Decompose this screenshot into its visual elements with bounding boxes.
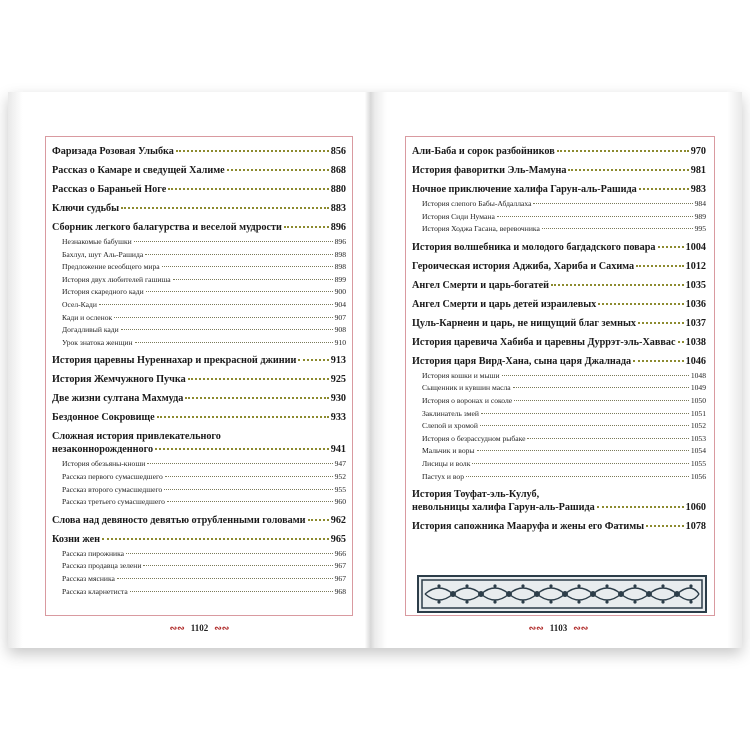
dot-leader: [135, 342, 333, 343]
toc-entry-title: Бездонное Сокровище: [52, 412, 155, 424]
dot-leader: [102, 538, 329, 540]
toc-subentry: [52, 496, 346, 509]
toc-page-number: 898: [334, 262, 346, 272]
toc-page-number: 1046: [685, 355, 706, 367]
page-number: 1103: [549, 623, 568, 633]
toc-subentry: [52, 458, 346, 471]
dot-leader: [568, 169, 688, 171]
toc-subentry: [412, 420, 706, 433]
dot-leader: [146, 291, 333, 292]
toc-page-number: 1055: [690, 458, 706, 468]
right-page-footer: [375, 623, 750, 634]
toc-entry-title: Рассказ пирожника: [62, 548, 125, 558]
toc-page-number: 968: [334, 586, 346, 596]
dot-leader: [164, 489, 332, 490]
toc-entry-title: Ночное приключение халифа Гарун-аль-Рашида: [412, 184, 637, 195]
toc-page-number: 984: [694, 199, 706, 208]
toc-subentry: [52, 236, 346, 249]
dot-leader: [155, 448, 329, 450]
toc-entry-title: История царевича Хабиба и царевны Дуррэт-эль-Хаввас: [412, 336, 676, 348]
toc-page-number: 1056: [690, 471, 706, 481]
toc-entry-title: Рассказ о Камаре и сведущей Халиме: [52, 165, 225, 176]
toc-entry-title: Сыщенник и кувшин масла: [422, 383, 511, 393]
toc-entry-title: История Жемчужного Пучка: [52, 374, 186, 386]
dot-leader: [134, 241, 333, 242]
toc-subentry: [52, 471, 346, 484]
dot-leader: [466, 476, 689, 477]
toc-entry-title-line2: невольницы халифа Гарун-аль-Рашида: [412, 502, 595, 514]
toc-entry: [412, 145, 706, 158]
toc-entry: [52, 430, 346, 456]
toc-entry: [52, 411, 346, 424]
toc-page-number: 955: [334, 484, 346, 494]
toc-page-number: 952: [334, 471, 346, 481]
dot-leader: [145, 254, 332, 255]
dot-leader: [633, 360, 684, 362]
toc-entry-title: Али-Баба и сорок разбойников: [412, 146, 555, 157]
toc-subentry: [52, 249, 346, 262]
toc-page-number: 925: [330, 374, 346, 386]
toc-page-number: 1051: [690, 408, 706, 418]
dot-leader: [513, 387, 689, 388]
dot-leader: [173, 279, 333, 280]
toc-page-number: 1048: [690, 370, 706, 380]
toc-entry: [52, 514, 346, 527]
toc-entry-title: История о воронах и соколе: [422, 395, 513, 405]
toc-subentry: [52, 573, 346, 586]
toc-subentry: [52, 274, 346, 287]
toc-entry: [412, 298, 706, 311]
dot-leader: [165, 476, 333, 477]
toc-subentry: [412, 370, 706, 383]
toc-entry-title: Слова над девяносто девятью отрубленными головами: [52, 514, 306, 526]
toc-entry-title: Рассказ о Бараньей Ноге: [52, 184, 167, 195]
ornament-icon: ∾∾: [528, 623, 544, 633]
toc-entry: [52, 221, 346, 234]
dot-leader: [551, 284, 684, 286]
toc-entry-title: Героическая история Аджиба, Хариба и Сахима: [412, 260, 635, 272]
dot-leader: [99, 304, 333, 305]
toc-page-number: 868: [330, 165, 346, 176]
toc-entry-title: Рассказ продавца зелени: [62, 561, 142, 571]
dot-leader: [176, 150, 329, 152]
toc-entry: [52, 373, 346, 386]
toc-entry: [412, 279, 706, 292]
toc-page-number: 1036: [685, 298, 706, 310]
dot-leader: [167, 501, 333, 502]
toc-page-number: 1053: [690, 433, 706, 443]
dot-leader: [121, 207, 329, 209]
toc-entry-title: Урок знатока женщин: [62, 337, 133, 347]
toc-entry-title: История кошки и мыши: [422, 370, 500, 380]
dot-leader: [638, 322, 684, 324]
toc-subentry: [412, 382, 706, 395]
dot-leader: [298, 359, 328, 361]
dot-leader: [130, 591, 333, 592]
toc-entry-title: Кади и осленок: [62, 312, 113, 322]
dot-leader: [514, 400, 689, 401]
dot-leader: [639, 188, 689, 190]
toc-entry: [412, 520, 706, 533]
toc-entry-title: Козни жен: [52, 533, 100, 545]
toc-page-number: 1078: [685, 521, 706, 533]
toc-subentry: [52, 586, 346, 599]
toc-entry-title-line1: Сложная история привлекательного: [52, 431, 221, 443]
toc-page-number: 1038: [685, 336, 706, 348]
dot-leader: [533, 203, 692, 204]
ornament-icon: ∾∾: [573, 623, 589, 633]
toc-subentry: [52, 560, 346, 573]
toc-subentry: [52, 484, 346, 497]
toc-entry-title: Ангел Смерти и царь детей израилевых: [412, 298, 597, 310]
toc-entry: [52, 183, 346, 196]
dot-leader: [678, 341, 684, 343]
toc-subentry: [52, 324, 346, 337]
toc-page-number: 989: [694, 211, 706, 221]
toc-entry-title: Пастух и вор: [422, 471, 465, 481]
toc-entry: [412, 317, 706, 330]
toc-entry-title-line1: История Тоуфат-эль-Кулуб,: [412, 489, 540, 501]
page-number: 1102: [190, 623, 209, 633]
toc-entry-title: Лисицы и волк: [422, 458, 471, 468]
dot-leader: [185, 397, 328, 399]
toc-page-number: 1004: [685, 241, 706, 253]
toc-entry-title: Рассказ первого сумасшедшего: [62, 471, 163, 481]
toc-page-number: 933: [330, 412, 346, 424]
dot-leader: [121, 329, 333, 330]
toc-page-number: 1060: [685, 502, 706, 514]
toc-entry: [412, 164, 706, 177]
dot-leader: [481, 413, 689, 414]
ornamental-banner-icon: [417, 575, 707, 613]
dot-leader: [598, 303, 683, 305]
toc-subentry: [412, 395, 706, 408]
open-book: [8, 92, 742, 648]
toc-page-number: 880: [330, 184, 346, 195]
toc-entry-title: История царевны Нуреннахар и прекрасной джинии: [52, 355, 297, 367]
toc-subentry: [52, 286, 346, 299]
left-page: [8, 92, 375, 648]
left-page-footer: [8, 623, 383, 634]
toc-entry: [52, 145, 346, 158]
toc-entry: [52, 164, 346, 177]
toc-entry-title-line2: незаконнорожденного: [52, 444, 154, 456]
toc-page-number: 967: [334, 561, 346, 571]
toc-page-number: 900: [334, 287, 346, 297]
toc-page-number: 966: [334, 548, 346, 558]
toc-entry-title: Ангел Смерти и царь-богатей: [412, 279, 550, 291]
toc-entry-title: Рассказ кларнетиста: [62, 586, 128, 596]
toc-subentry: [412, 471, 706, 484]
toc-page-number: 907: [334, 312, 346, 322]
toc-page-number: 981: [690, 165, 706, 176]
dot-leader: [502, 375, 689, 376]
toc-entry-title: Рассказ третьего сумасшедшего: [62, 497, 165, 507]
dot-leader: [147, 463, 332, 464]
toc-entry-title: Цуль-Карнеин и царь, не нищущий благ земных: [412, 317, 637, 329]
toc-page-number: 856: [330, 146, 346, 157]
dot-leader: [480, 425, 689, 426]
toc-entry-title: Бахлул, шут Аль-Рашида: [62, 249, 144, 259]
toc-page-number: 910: [334, 337, 346, 347]
ornament-icon: ∾∾: [169, 623, 185, 633]
toc-entry-title: История фаворитки Эль-Мамуна: [412, 165, 567, 176]
toc-entry-title: История сапожника Мааруфа и жены его Фатимы: [412, 521, 645, 533]
dot-leader: [646, 525, 684, 527]
toc-page-number: 1012: [685, 260, 706, 272]
toc-entry: [52, 392, 346, 405]
toc-subentry: [412, 458, 706, 471]
toc-entry-title: Ключи судьбы: [52, 203, 120, 214]
toc-page-number: 1049: [690, 383, 706, 393]
toc-subentry: [412, 211, 706, 224]
toc-entry-title: История Сиди Нумана: [422, 211, 495, 221]
toc-entry-title: Рассказ второго сумасшедшего: [62, 484, 163, 494]
left-table-of-contents: [52, 145, 346, 598]
toc-entry-title: История двух любителей гашиша: [62, 274, 171, 284]
toc-page-number: 913: [330, 355, 346, 367]
toc-entry-title: Осел-Кади: [62, 299, 97, 309]
toc-subentry: [52, 261, 346, 274]
right-page: [375, 92, 742, 648]
toc-page-number: 967: [334, 573, 346, 583]
toc-entry-title: Предложение всеобщего мира: [62, 262, 160, 272]
toc-subentry: [52, 299, 346, 312]
dot-leader: [472, 463, 688, 464]
toc-entry-title: История царя Вирд-Хана, сына царя Джалнада: [412, 355, 632, 367]
toc-entry: [412, 355, 706, 368]
toc-entry-title: Заклинатель змей: [422, 408, 479, 418]
toc-entry-title: Слепой и хромой: [422, 421, 478, 431]
toc-entry: [412, 336, 706, 349]
toc-page-number: 995: [694, 224, 706, 234]
toc-page-number: 960: [334, 497, 346, 507]
dot-leader: [117, 578, 333, 579]
toc-page-number: 904: [334, 299, 346, 309]
dot-leader: [542, 228, 693, 229]
toc-page-number: 983: [690, 184, 706, 195]
toc-page-number: 1052: [690, 421, 706, 431]
dot-leader: [497, 216, 693, 217]
toc-page-number: 899: [334, 274, 346, 284]
toc-subentry: [412, 408, 706, 421]
dot-leader: [477, 450, 689, 451]
toc-entry: [412, 183, 706, 196]
toc-entry-title: Мальчик и воры: [422, 446, 475, 456]
dot-leader: [143, 565, 332, 566]
toc-subentry: [412, 445, 706, 458]
dot-leader: [114, 317, 332, 318]
dot-leader: [284, 226, 329, 228]
toc-entry-title: История скаредного кади: [62, 287, 144, 297]
toc-entry-title: Сборник легкого балагурства и веселой мудрости: [52, 222, 282, 233]
dot-leader: [636, 265, 683, 267]
toc-page-number: 896: [334, 237, 346, 246]
toc-page-number: 941: [330, 444, 346, 456]
toc-entry-title: Незнакомые бабушки: [62, 237, 132, 246]
dot-leader: [557, 150, 689, 152]
dot-leader: [162, 266, 333, 267]
toc-entry-title: Фаризада Розовая Улыбка: [52, 146, 174, 157]
dot-leader: [168, 188, 328, 190]
toc-page-number: 947: [334, 459, 346, 469]
toc-entry-title: История Ходжа Гасана, веревочника: [422, 224, 540, 234]
toc-entry-title: Две жизни султана Махмуда: [52, 393, 184, 405]
toc-entry: [52, 202, 346, 215]
toc-subentry: [412, 223, 706, 236]
toc-entry-title: Догадливый кади: [62, 325, 119, 335]
toc-page-number: 1054: [690, 446, 706, 456]
dot-leader: [527, 438, 688, 439]
toc-page-number: 962: [330, 514, 346, 526]
toc-entry: [412, 241, 706, 254]
toc-page-number: 896: [330, 222, 346, 233]
toc-page-number: 1035: [685, 279, 706, 291]
dot-leader: [188, 378, 329, 380]
toc-subentry: [52, 548, 346, 561]
dot-leader: [658, 246, 684, 248]
toc-entry: [412, 260, 706, 273]
toc-subentry: [412, 198, 706, 211]
toc-entry-title: История волшебника и молодого багдадского повара: [412, 241, 656, 253]
toc-entry: [52, 354, 346, 367]
toc-page-number: 965: [330, 533, 346, 545]
toc-page-number: 883: [330, 203, 346, 214]
toc-page-number: 970: [690, 146, 706, 157]
toc-page-number: 1050: [690, 395, 706, 405]
dot-leader: [126, 553, 333, 554]
toc-subentry: [52, 337, 346, 350]
toc-entry: [412, 488, 706, 514]
toc-entry-title: История о безрассудном рыбаке: [422, 433, 526, 443]
toc-page-number: 930: [330, 393, 346, 405]
right-table-of-contents: [412, 145, 706, 535]
toc-page-number: 898: [334, 249, 346, 259]
toc-entry-title: История слепого Бабы-Абдаллаха: [422, 199, 532, 208]
dot-leader: [597, 506, 684, 508]
dot-leader: [308, 519, 329, 521]
toc-subentry: [52, 312, 346, 325]
toc-page-number: 908: [334, 325, 346, 335]
toc-page-number: 1037: [685, 317, 706, 329]
ornament-icon: ∾∾: [214, 623, 230, 633]
dot-leader: [227, 169, 329, 171]
dot-leader: [157, 416, 329, 418]
toc-subentry: [412, 433, 706, 446]
toc-entry: [52, 533, 346, 546]
toc-entry-title: История обезьяны-кноши: [62, 459, 146, 469]
toc-entry-title: Рассказ мясника: [62, 573, 115, 583]
